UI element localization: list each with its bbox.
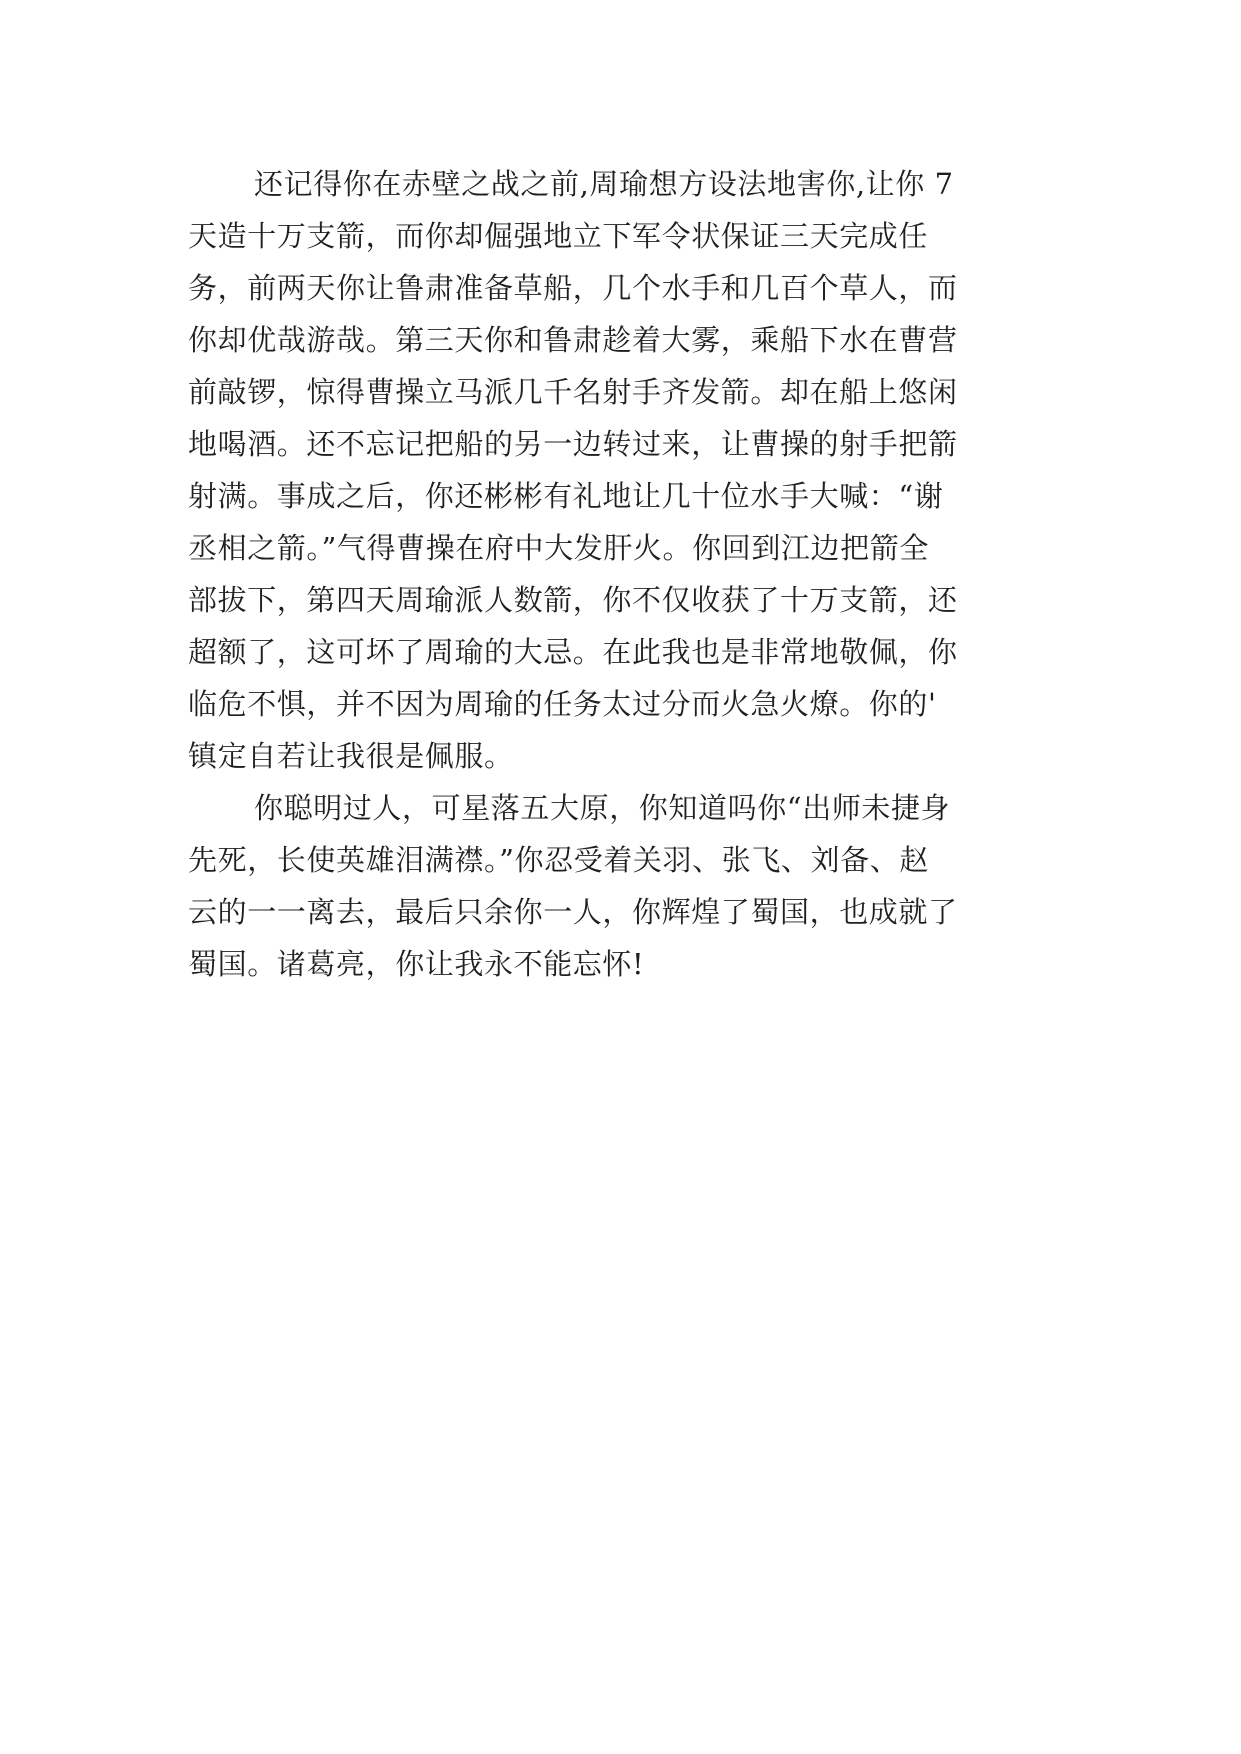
paragraph-line: 蜀国。诸葛亮，你让我永不能忘怀! <box>188 947 645 981</box>
paragraph-line: 部拔下，第四天周瑜派人数箭，你不仅收获了十万支箭，还 <box>188 583 958 617</box>
paragraph-line: 务，前两天你让鲁肃准备草船，几个水手和几百个草人，而 <box>188 271 958 305</box>
paragraph-1 <box>188 158 1058 782</box>
paragraph-line: 你却优哉游哉。第三天你和鲁肃趁着大雾，乘船下水在曹营 <box>188 323 958 357</box>
paragraph-line: 临危不惧，并不因为周瑜的任务太过分而火急火燎。你的' <box>188 687 937 721</box>
document-body <box>188 158 1058 990</box>
paragraph-line: 丞相之箭。”气得曹操在府中大发肝火。你回到江边把箭全 <box>188 531 929 565</box>
paragraph-line: 天造十万支箭，而你却倔强地立下军令状保证三天完成任 <box>188 219 929 253</box>
paragraph-line: 云的一一离去，最后只余你一人，你辉煌了蜀国，也成就了 <box>188 895 958 929</box>
paragraph-line: 地喝酒。还不忘记把船的另一边转过来，让曹操的射手把箭 <box>188 427 958 461</box>
paragraph-line: 你聪明过人，可星落五大原，你知道吗你“出师未捷身 <box>254 791 951 825</box>
paragraph-line: 超额了，这可坏了周瑜的大忌。在此我也是非常地敬佩，你 <box>188 635 958 669</box>
paragraph-2 <box>188 782 1058 990</box>
paragraph-line: 前敲锣，惊得曹操立马派几千名射手齐发箭。却在船上悠闲 <box>188 375 958 409</box>
paragraph-line: 镇定自若让我很是佩服。 <box>188 739 514 773</box>
paragraph-line: 先死，长使英雄泪满襟。”你忍受着关羽、张飞、刘备、赵 <box>188 843 929 877</box>
paragraph-line: 射满。事成之后，你还彬彬有礼地让几十位水手大喊：“谢 <box>188 479 944 513</box>
paragraph-line: 还记得你在赤壁之战之前,周瑜想方设法地害你,让你 7 <box>254 167 954 201</box>
